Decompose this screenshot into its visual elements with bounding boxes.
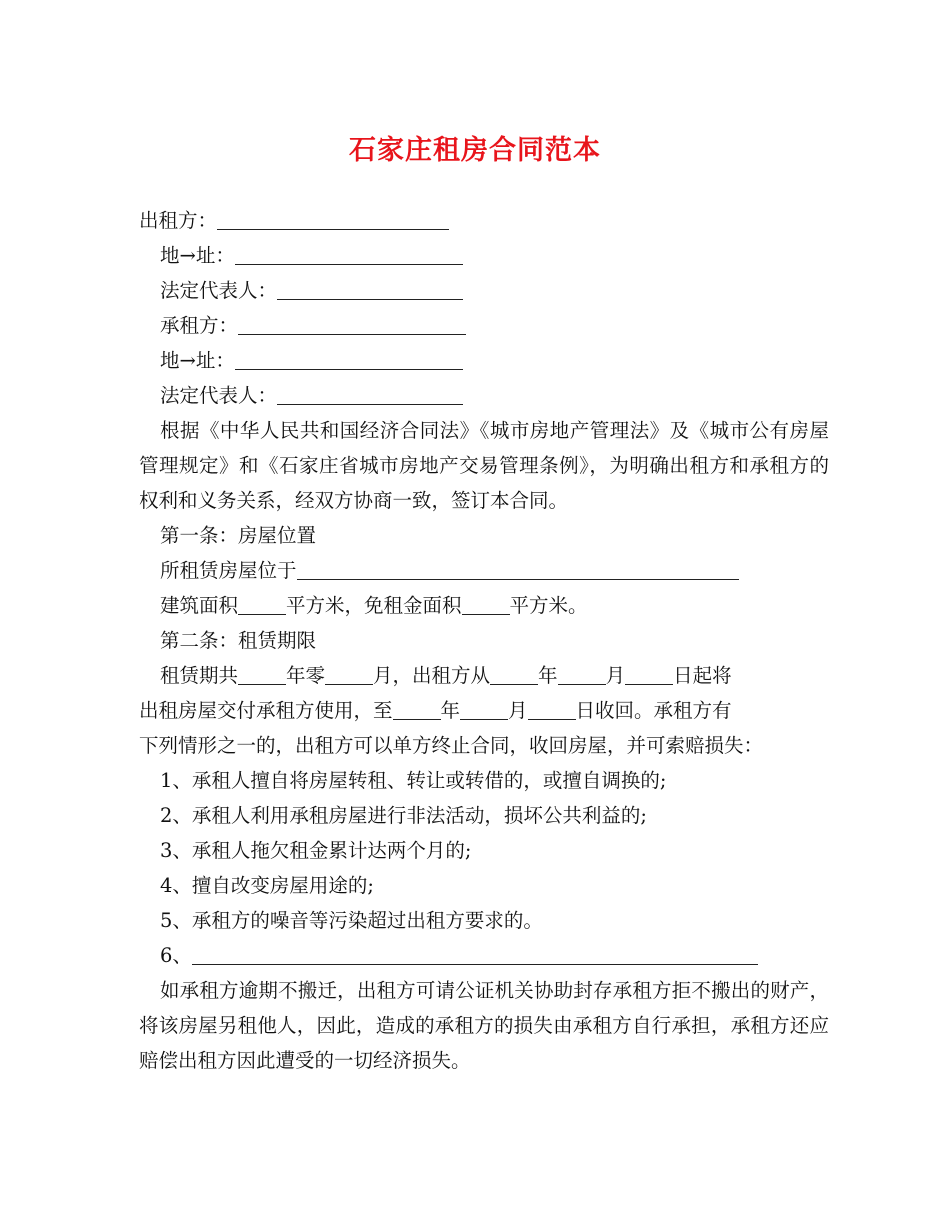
lessee-blank[interactable] xyxy=(238,312,466,335)
article1-heading: 第一条：房屋位置 xyxy=(160,524,317,547)
lessor-address-line xyxy=(139,238,829,273)
closing-paragraph: 如承租方逾期不搬迁，出租方可请公证机关协助封存承租方拒不搬出的财产，将该房屋另租他人，因此，造成的承租方的损失由承租方自行承担，承租方还应赔偿出租方因此遭受的一切经济损失。 xyxy=(139,979,829,1072)
location-blank[interactable] xyxy=(297,557,739,580)
location-line xyxy=(139,553,829,588)
term-text-9: 月 xyxy=(508,699,528,722)
lessor-blank[interactable] xyxy=(217,207,449,230)
start-year-blank[interactable] xyxy=(490,662,538,685)
location-label: 所租赁房屋位于 xyxy=(160,559,297,582)
term-months-blank[interactable] xyxy=(325,662,373,685)
term-line-3: 下列情形之一的，出租方可以单方终止合同，收回房屋，并可索赔损失： xyxy=(139,734,764,757)
term-text-4: 年 xyxy=(538,664,558,687)
lessor-address-blank[interactable] xyxy=(235,242,463,265)
start-day-blank[interactable] xyxy=(625,662,673,685)
term-text-6: 日起将 xyxy=(673,664,732,687)
term-text-5: 月 xyxy=(605,664,626,687)
list-item: 1、承租人擅自将房屋转租、转让或转借的，或擅自调换的; xyxy=(160,769,667,792)
list-item: 5、承租方的噪音等污染超过出租方要求的。 xyxy=(160,909,543,932)
term-text-7: 出租房屋交付承租方使用，至 xyxy=(139,699,393,722)
document-title: 石家庄租房合同范本 xyxy=(349,135,601,166)
area-label-2: 平方米，免租金面积 xyxy=(286,594,462,617)
end-day-blank[interactable] xyxy=(528,697,576,720)
list-item-6 xyxy=(139,938,829,973)
lessee-line xyxy=(139,308,829,343)
building-area-blank[interactable] xyxy=(238,592,286,615)
term-text-10: 日收回。承租方有 xyxy=(575,699,732,722)
lessor-address-label: 地→址： xyxy=(160,244,235,267)
lessee-address-blank[interactable] xyxy=(235,347,463,370)
term-text-1: 租赁期共 xyxy=(160,664,239,687)
area-label-3: 平方米。 xyxy=(509,594,588,617)
term-text-8: 年 xyxy=(440,699,461,722)
start-month-blank[interactable] xyxy=(558,662,606,685)
lessor-rep-line xyxy=(139,273,829,308)
lessee-rep-blank[interactable] xyxy=(277,382,463,405)
free-area-blank[interactable] xyxy=(462,592,510,615)
end-month-blank[interactable] xyxy=(460,697,508,720)
term-text-3: 月，出租方从 xyxy=(373,664,491,687)
intro-paragraph: 根据《中华人民共和国经济合同法》《城市房地产管理法》及《城市公有房屋管理规定》和《石家庄省城市房地产交易管理条例》，为明确出租方和承租方的权利和义务关系，经双方协商一致，签订本合同。 xyxy=(139,419,829,512)
item6-label: 6、 xyxy=(160,944,192,967)
item6-blank[interactable] xyxy=(192,942,758,965)
lessor-label: 出租方： xyxy=(139,209,218,232)
lessor-rep-blank[interactable] xyxy=(277,277,463,300)
lessee-label: 承租方： xyxy=(160,314,239,337)
list-item: 4、擅自改变房屋用途的; xyxy=(160,874,374,897)
term-line-1 xyxy=(139,658,829,693)
article2-heading: 第二条：租赁期限 xyxy=(160,629,317,652)
term-line-2 xyxy=(139,693,829,728)
list-item: 3、承租人拖欠租金累计达两个月的; xyxy=(160,839,472,862)
lessee-address-line xyxy=(139,343,829,378)
area-label-1: 建筑面积 xyxy=(160,594,239,617)
term-years-blank[interactable] xyxy=(238,662,286,685)
end-year-blank[interactable] xyxy=(393,697,441,720)
list-item: 2、承租人利用承租房屋进行非法活动，损坏公共利益的; xyxy=(160,804,647,827)
lessor-line xyxy=(139,203,829,238)
lessee-rep-line xyxy=(139,378,829,413)
lessor-rep-label: 法定代表人： xyxy=(160,279,278,302)
lessee-rep-label: 法定代表人： xyxy=(160,384,278,407)
term-text-2: 年零 xyxy=(286,664,326,687)
area-line xyxy=(139,588,829,623)
contract-body xyxy=(139,203,829,1078)
lessee-address-label: 地→址： xyxy=(160,349,235,372)
